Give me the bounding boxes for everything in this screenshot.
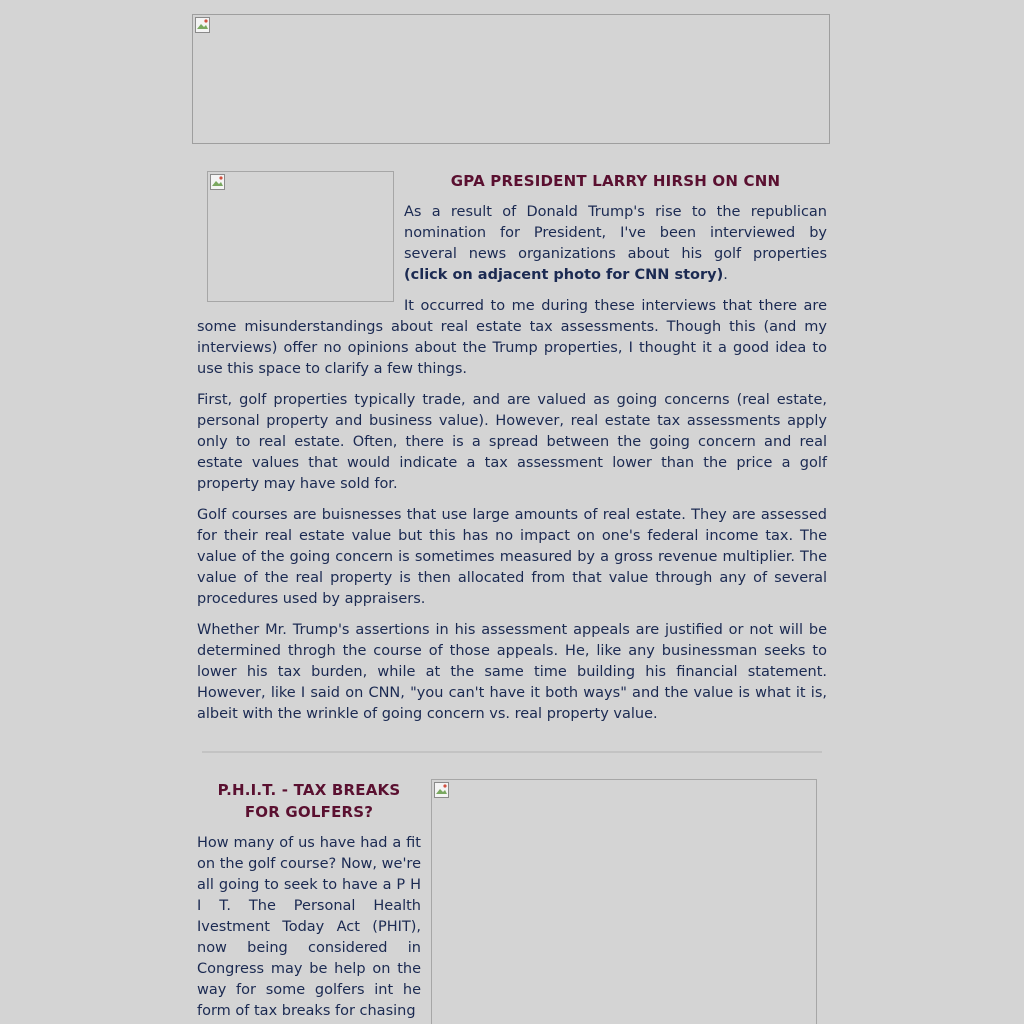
- phit-headline-line-1: P.H.I.T. - TAX BREAKS: [217, 781, 401, 799]
- phit-article-paragraph-1: How many of us have had a fit on the golf course? Now, we're all going to seek to have a P H I T. The Personal Health Ivestment Today Act (PHIT), now being considered in Congress may be help on the way for some golfers int he form of tax breaks for chasing: [197, 835, 421, 1019]
- cnn-article-paragraph-4: Golf courses are buisnesses that use large amounts of real estate. They are assessed for their real estate value but this has no impact on one's federal income tax. The value of the going concern is sometimes measured by a gross revenue multiplier. The value of the real property is then allocated from that value through any of several procedures used by appraisers.: [197, 507, 827, 607]
- header-banner-image: [192, 14, 830, 144]
- cnn-article: [197, 171, 827, 735]
- cnn-article-paragraph-5: Whether Mr. Trump's assertions in his assessment appeals are justified or not will be determined throgh the course of those appeals. He, like any businessman seeks to lower his tax burden, while at the same time building his financial statement. However, like I said on CNN, "you can't have it both ways" and the value is what it is, albeit with the wrinkle of going concern vs. real property value.: [197, 622, 827, 722]
- paragraph-text: As a result of Donald Trump's rise to the republican nomination for President, I've been interviewed by several news organizations about his golf properties: [404, 204, 827, 262]
- cnn-story-link-text[interactable]: (click on adjacent photo for CNN story): [404, 267, 724, 283]
- phit-headline-line-2: FOR GOLFERS?: [244, 803, 374, 821]
- cnn-article-paragraph-2: It occurred to me during these interviews that there are some misunderstandings about real estate tax assessments. Though this (and my interviews) offer no opinions about the Trump properties, I thought it a good idea to use this space to clarify a few things.: [197, 298, 827, 377]
- paragraph-end: .: [723, 267, 728, 283]
- broken-image-icon: [434, 782, 450, 798]
- broken-image-icon: [210, 174, 226, 190]
- cnn-article-headline: GPA PRESIDENT LARRY HIRSH ON CNN: [450, 172, 781, 190]
- phit-article: [197, 779, 827, 1024]
- broken-image-icon: [195, 17, 211, 33]
- section-divider: [202, 751, 822, 753]
- phit-article-photo: [431, 779, 817, 1024]
- cnn-story-photo-link[interactable]: [207, 171, 394, 302]
- cnn-article-paragraph-3: First, golf properties typically trade, and are valued as going concerns (real estate, personal property and business value). However, real estate tax assessments apply only to real estate. Often, there is a spread between the going concern and real estate values that would indicate a tax assessment lower than the price a golf property may have sold for.: [197, 392, 827, 492]
